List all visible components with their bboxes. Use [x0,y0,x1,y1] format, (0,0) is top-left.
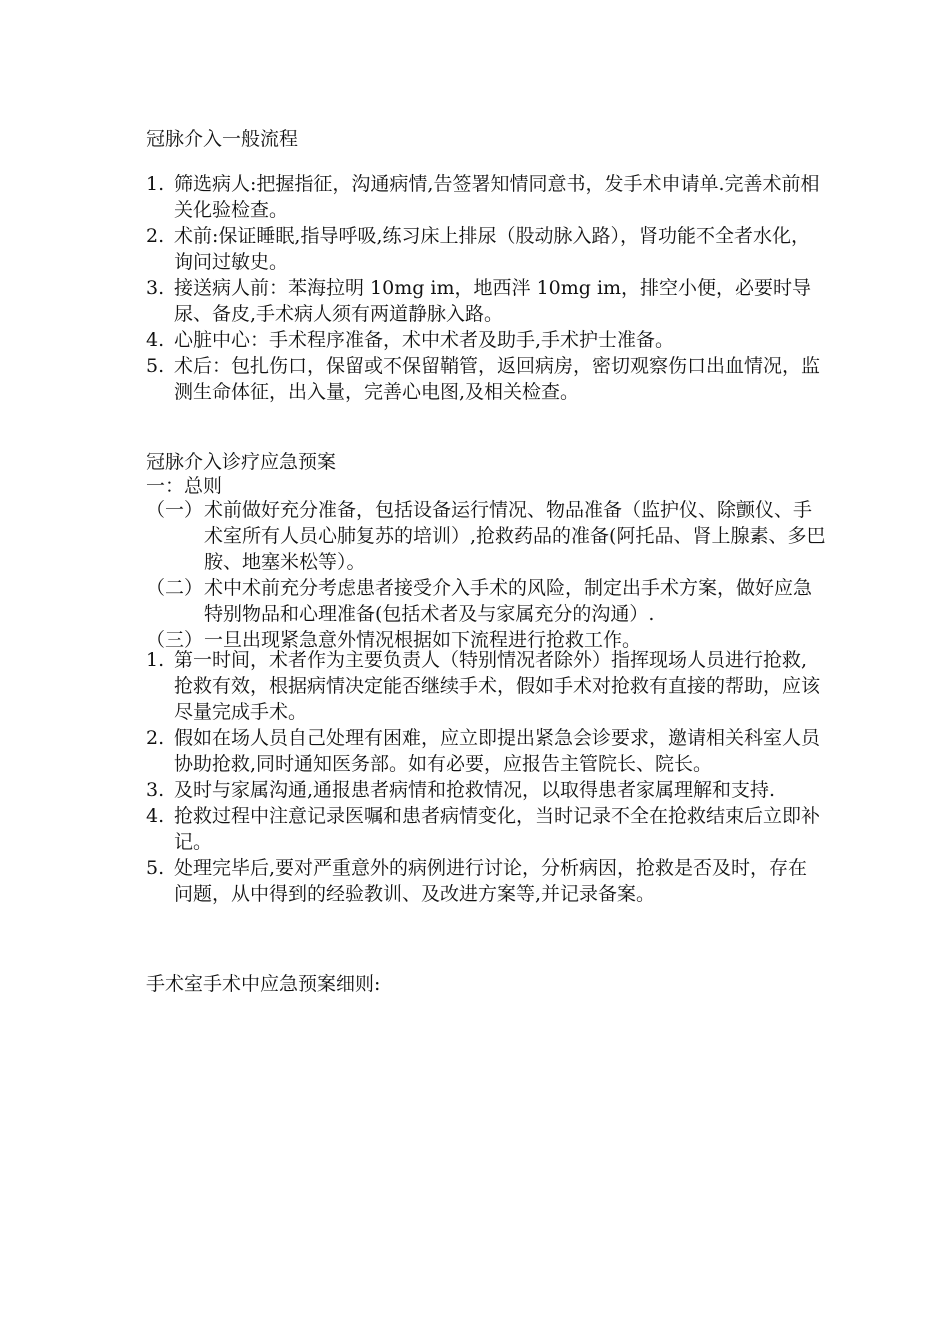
section1-list [146,171,826,405]
list-item [146,725,826,777]
list-item [146,275,826,327]
section1-title: 冠脉介入一般流程 [146,128,299,150]
paragraph-text: 术前做好充分准备，包括设备运行情况、物品准备（监护仪、除颤仪、手术室所有人员心肺复苏的培训）,抢救药品的准备(阿托品、肾上腺素、多巴胺、地塞米松等）。 [204,499,826,573]
list-number: 5. [146,857,165,879]
list-text: 假如在场人员自己处理有困难，应立即提出紧急会诊要求，邀请相关科室人员协助抢救,同时通知医务部。如有必要，应报告主管院长、院长。 [174,727,821,775]
list-text: 术后：包扎伤口，保留或不保留鞘管，返回病房，密切观察伤口出血情况，监测生命体征，出入量，完善心电图,及相关检查。 [174,355,821,403]
list-item [146,327,826,353]
list-number: 3. [146,277,165,299]
section2-title: 冠脉介入诊疗应急预案 [146,451,337,473]
paragraph-item [146,497,826,575]
paragraph-text: 一旦出现紧急意外情况根据如下流程进行抢救工作。 [204,629,642,651]
section2-paragraphs [146,497,826,653]
list-number: 5. [146,355,165,377]
list-number: 1. [146,173,165,195]
section2-list [146,647,826,907]
list-text: 术前:保证睡眠,指导呼吸,练习床上排尿（股动脉入路），肾功能不全者水化，询问过敏史。 [174,225,810,273]
section3-title: 手术室手术中应急预案细则: [146,973,381,995]
section2-subtitle: 一：总则 [146,475,223,497]
list-item [146,353,826,405]
paragraph-number: （二） [146,577,204,599]
paragraph-item [146,575,826,627]
list-number: 3. [146,779,165,801]
list-item [146,777,826,803]
list-text: 接送病人前：苯海拉明 10mg im，地西泮 10mg im，排空小便，必要时导尿、备皮,手术病人须有两道静脉入路。 [174,277,812,325]
list-item [146,803,826,855]
list-item [146,647,826,725]
list-number: 1. [146,649,165,671]
list-item [146,223,826,275]
list-text: 心脏中心：手术程序准备，术中术者及助手,手术护士准备。 [174,329,675,351]
list-text: 抢救过程中注意记录医嘱和患者病情变化，当时记录不全在抢救结束后立即补记。 [174,805,821,853]
list-number: 2. [146,727,165,749]
paragraph-text: 术中术前充分考虑患者接受介入手术的风险，制定出手术方案，做好应急特别物品和心理准备(包括术者及与家属充分的沟通）. [204,577,813,625]
list-item [146,855,826,907]
list-text: 第一时间，术者作为主要负责人（特别情况者除外）指挥现场人员进行抢救,抢救有效，根据病情决定能否继续手术，假如手术对抢救有直接的帮助，应该尽量完成手术。 [174,649,821,723]
list-number: 4. [146,329,165,351]
list-number: 2. [146,225,165,247]
list-number: 4. [146,805,165,827]
list-text: 筛选病人:把握指征，沟通病情,告签署知情同意书，发手术申请单.完善术前相关化验检查。 [174,173,820,221]
paragraph-number: （三） [146,629,204,651]
list-item [146,171,826,223]
list-text: 及时与家属沟通,通报患者病情和抢救情况，以取得患者家属理解和支持. [174,779,776,801]
paragraph-number: （一） [146,499,204,521]
list-text: 处理完毕后,要对严重意外的病例进行讨论，分析病因，抢救是否及时，存在问题，从中得到的经验教训、及改进方案等,并记录备案。 [174,857,808,905]
